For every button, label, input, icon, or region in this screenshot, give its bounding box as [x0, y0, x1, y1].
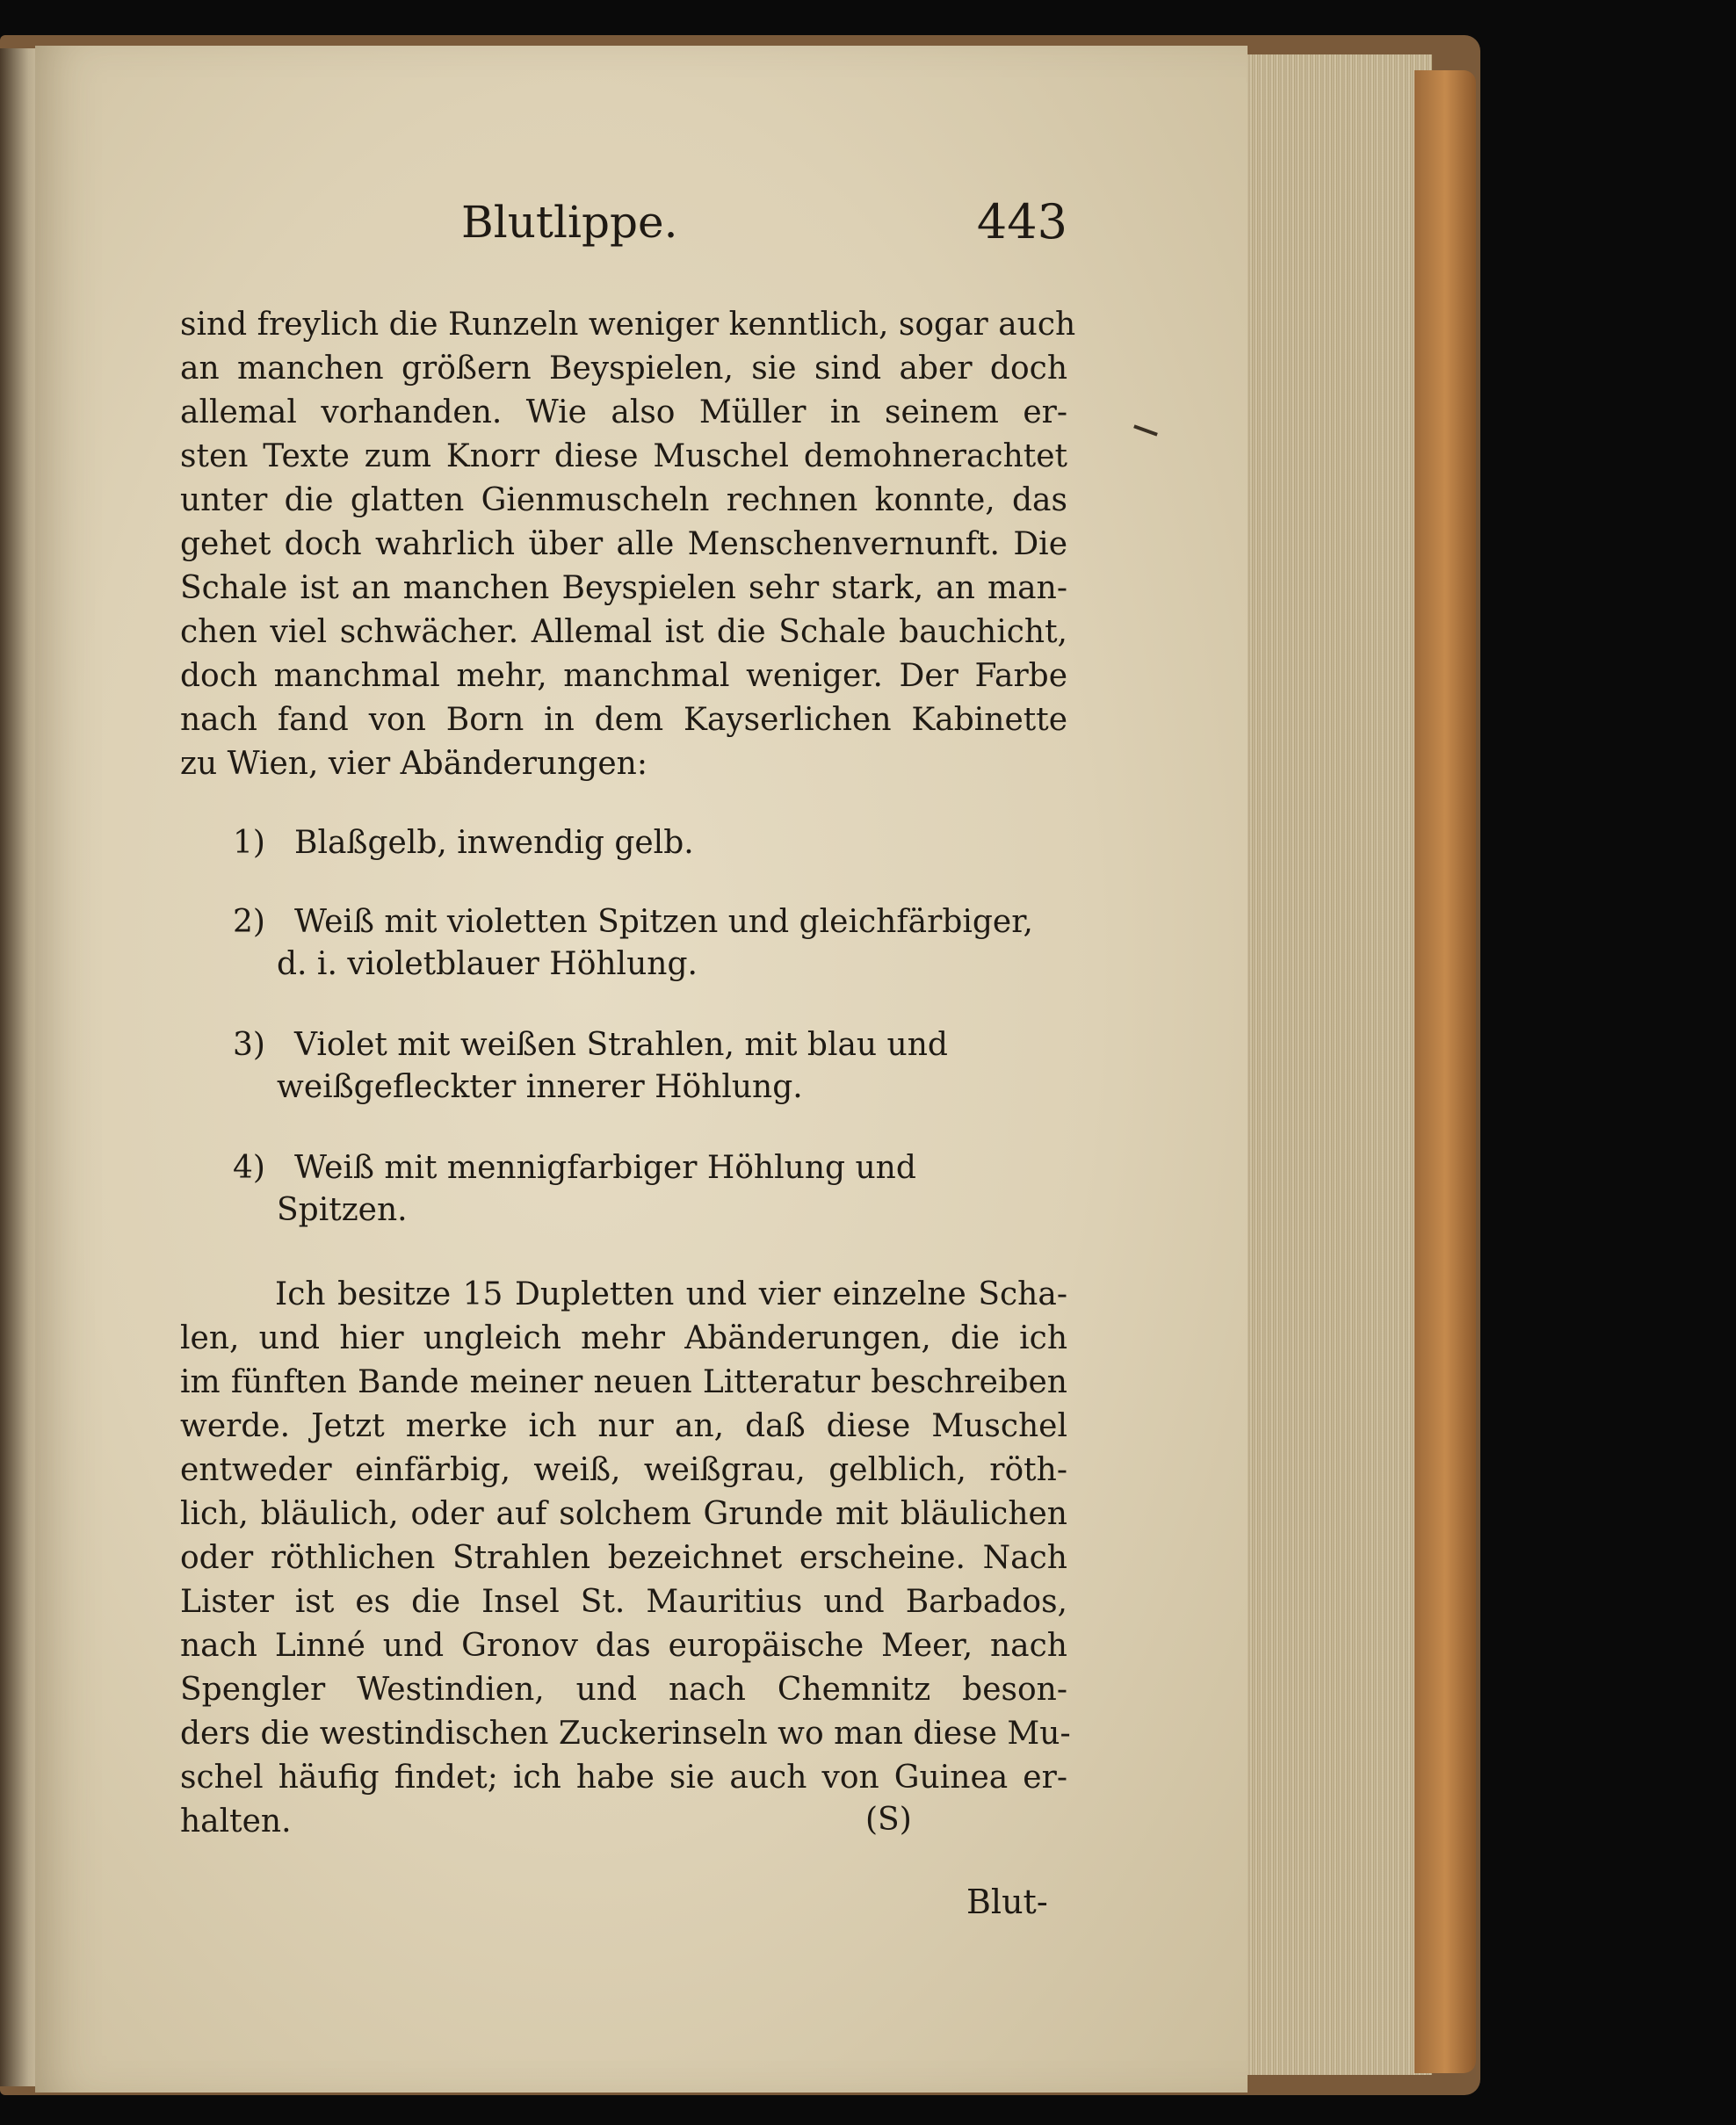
text-line: werde. Jetzt merke ich nur an, daß diese Muschel	[180, 1408, 1067, 1444]
list-item	[233, 1147, 1067, 1232]
list-text: Blaßgelb, inwendig gelb.	[294, 825, 694, 861]
list-text: Weiß mit violetten Spitzen und gleichfärbiger,	[294, 904, 1033, 940]
list-number: 3)	[233, 1027, 265, 1063]
text-line: nach fand von Born in dem Kayserlichen Kabinette	[180, 702, 1067, 738]
text-line: allemal vorhanden. Wie also Müller in seinem er-	[180, 394, 1067, 430]
text-line: lich, bläulich, oder auf solchem Grunde mit bläulichen	[180, 1496, 1067, 1532]
list-item	[233, 822, 1067, 864]
text-line: zu Wien, vier Abänderungen:	[180, 746, 647, 782]
cover-edge	[1414, 70, 1476, 2073]
text-line: gehet doch wahrlich über alle Menschenvernunft. Die	[180, 526, 1067, 562]
text-line: entweder einfärbig, weiß, weißgrau, gelblich, röth-	[180, 1452, 1067, 1488]
list-text: Violet mit weißen Strahlen, mit blau und	[294, 1027, 948, 1063]
list-text: d. i. violetblauer Höhlung.	[277, 946, 698, 982]
list-text: weißgefleckter innerer Höhlung.	[277, 1069, 803, 1105]
text-line: chen viel schwächer. Allemal ist die Schale bauchicht,	[180, 614, 1067, 650]
list-text: Weiß mit mennigfarbiger Höhlung und	[294, 1150, 916, 1186]
text-line: Schale ist an manchen Beyspielen sehr stark, an man-	[180, 570, 1067, 606]
list-item	[233, 1024, 1067, 1109]
text-line: sten Texte zum Knorr diese Muschel demohnerachtet	[180, 438, 1067, 474]
list-text: Spitzen.	[277, 1192, 408, 1228]
text-line: an manchen größern Beyspielen, sie sind aber doch	[180, 351, 1067, 387]
text-line: sind freylich die Runzeln weniger kenntlich, sogar auch	[180, 307, 1076, 343]
list-number: 2)	[233, 904, 265, 940]
list-item	[233, 901, 1067, 986]
page-fore-edge	[1248, 54, 1432, 2075]
catchword: Blut-	[966, 1883, 1048, 1921]
text-line: doch manchmal mehr, manchmal weniger. Der Farbe	[180, 658, 1067, 694]
text-line: schel häufig findet; ich habe sie auch von Guinea er-	[180, 1760, 1067, 1796]
text-line: Ich besitze 15 Dupletten und vier einzelne Scha-	[275, 1276, 1067, 1312]
text-line: halten.	[180, 1803, 292, 1839]
page-header	[461, 192, 1067, 253]
text-line: im fünften Bande meiner neuen Litteratur beschreiben	[180, 1364, 1067, 1400]
list-number: 4)	[233, 1150, 265, 1186]
page-number: 443	[976, 194, 1067, 249]
text-line: len, und hier ungleich mehr Abänderungen, die ich	[180, 1320, 1067, 1356]
text-line: unter die glatten Gienmuscheln rechnen konnte, das	[180, 482, 1067, 518]
list-number: 1)	[233, 825, 265, 861]
text-line: Lister ist es die Insel St. Mauritius und Barbados,	[180, 1584, 1067, 1620]
text-line: oder röthlichen Strahlen bezeichnet erscheine. Nach	[180, 1540, 1067, 1576]
signature-mark: (S)	[865, 1802, 912, 1838]
text-line: ders die westindischen Zuckerinseln wo man diese Mu-	[180, 1716, 1071, 1752]
text-line: Spengler Westindien, und nach Chemnitz beson-	[180, 1672, 1067, 1708]
text-line: nach Linné und Gronov das europäische Meer, nach	[180, 1628, 1067, 1664]
running-title: Blutlippe.	[461, 197, 678, 248]
